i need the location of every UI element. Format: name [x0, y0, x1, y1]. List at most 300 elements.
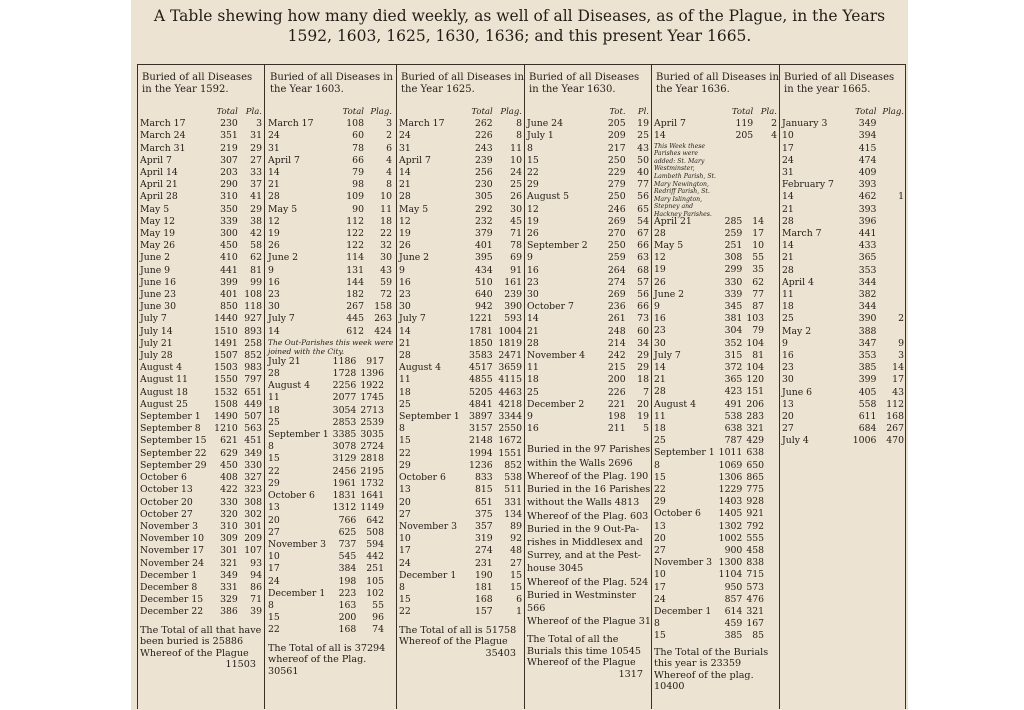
- row-plague: 206: [746, 398, 765, 410]
- row-date: 18: [782, 301, 794, 313]
- table-row: [780, 423, 906, 435]
- row-total: 2853: [332, 416, 357, 428]
- row-date: 22: [399, 606, 411, 618]
- row-plague: 209: [244, 533, 262, 545]
- table-row: [780, 277, 906, 289]
- row-plague: 66: [637, 240, 649, 252]
- row-plague: 104: [746, 337, 765, 349]
- table-row: [525, 118, 651, 130]
- table-row: [780, 240, 906, 252]
- total-all-1636: The Total of the Burials this year is 23359: [654, 646, 769, 670]
- row-plague: 15: [510, 569, 522, 581]
- table-row: [652, 618, 766, 630]
- row-total: 236: [607, 301, 626, 313]
- row-date: 25: [527, 386, 539, 398]
- row-plague: 107: [244, 545, 262, 557]
- row-total: 344: [858, 276, 877, 288]
- row-total: 381: [724, 313, 743, 325]
- data-table-1603-b: [266, 356, 386, 637]
- row-date: 10: [782, 130, 794, 142]
- summary-line: without the Walls 4813: [527, 497, 640, 509]
- row-plague: 32: [380, 240, 392, 252]
- row-plague: 893: [244, 325, 262, 337]
- row-plague: 26: [510, 191, 522, 203]
- table-row: [266, 417, 386, 429]
- row-total: 232: [474, 215, 493, 227]
- table-row: [266, 515, 386, 527]
- table-row: [397, 326, 524, 338]
- row-date: March 17: [399, 118, 445, 130]
- header-total: Total: [216, 107, 238, 117]
- column-1665: [780, 72, 906, 708]
- row-total: 450: [220, 459, 238, 471]
- row-total: 214: [607, 337, 626, 349]
- row-date: 21: [782, 252, 794, 264]
- row-plague: 59: [380, 276, 392, 288]
- table-row: [652, 582, 766, 594]
- row-total: 445: [346, 313, 364, 325]
- row-plague: 40: [637, 167, 649, 179]
- row-date: 8: [268, 441, 274, 453]
- row-total: 558: [858, 398, 877, 410]
- table-row: [397, 497, 524, 509]
- row-plague: 15: [510, 581, 522, 593]
- table-row: [138, 472, 264, 484]
- row-total: 1507: [214, 350, 238, 362]
- row-plague: 81: [250, 264, 262, 276]
- column-heading: Buried of all Diseases in the Year 1592.: [142, 72, 253, 95]
- row-date: July 7: [654, 349, 681, 361]
- table-row: [652, 130, 779, 142]
- row-total: 405: [858, 386, 877, 398]
- table-row: [525, 350, 651, 362]
- row-plague: 34: [637, 337, 649, 349]
- row-total: 274: [607, 276, 626, 288]
- row-total: 857: [724, 593, 743, 605]
- row-date: March 7: [782, 228, 822, 240]
- table-row: [266, 240, 394, 252]
- row-total: 285: [724, 215, 743, 227]
- row-total: 1831: [332, 490, 357, 502]
- row-total: 1728: [332, 368, 357, 380]
- row-total: 3583: [469, 350, 493, 362]
- plague-label-1630: Whereof of the Plague: [527, 657, 636, 669]
- table-row: [525, 179, 651, 191]
- row-date: June 2: [654, 288, 685, 300]
- row-date: 30: [399, 301, 411, 313]
- row-plague: [878, 228, 906, 240]
- table-row: [652, 362, 766, 374]
- row-total: 226: [607, 386, 626, 398]
- table-row: [266, 624, 386, 636]
- row-date: April 21: [654, 215, 692, 227]
- row-date: 22: [399, 447, 411, 459]
- row-date: July 14: [140, 325, 173, 337]
- row-total: 1508: [214, 398, 238, 410]
- table-row: [652, 606, 766, 618]
- table-row: [266, 588, 386, 600]
- row-total: 365: [724, 374, 743, 386]
- row-date: 17: [399, 545, 411, 557]
- row-date: July 7: [399, 313, 426, 325]
- row-total: 510: [474, 276, 493, 288]
- plague-total-1603: whereof of the Plag. 30561: [268, 654, 367, 677]
- row-plague: 158: [374, 301, 392, 313]
- table-row: [780, 289, 906, 301]
- row-total: 410: [220, 252, 238, 264]
- table-row: [266, 191, 394, 203]
- row-date: April 7: [140, 154, 172, 166]
- row-plague: 17: [892, 374, 904, 386]
- row-total: 353: [858, 264, 877, 276]
- row-plague: 57: [637, 276, 649, 288]
- row-total: 384: [338, 563, 357, 575]
- row-date: June 24: [527, 118, 563, 130]
- row-plague: 1819: [498, 337, 522, 349]
- table-row: [266, 301, 394, 313]
- row-total: 3078: [332, 441, 357, 453]
- row-plague: 9: [898, 337, 904, 349]
- total-all-1625: The Total of all is 51758: [399, 624, 517, 636]
- plague-total-1592: 11503: [225, 659, 256, 671]
- row-total: 629: [220, 447, 238, 459]
- row-plague: 43: [637, 142, 649, 154]
- table-row: [780, 362, 906, 374]
- row-date: 22: [268, 465, 280, 477]
- table-row: [525, 143, 651, 155]
- table-row: [652, 252, 766, 264]
- row-date: 19: [654, 264, 666, 276]
- table-row: [397, 228, 524, 240]
- row-total: 203: [220, 167, 238, 179]
- row-total: 66: [352, 154, 364, 166]
- table-row: [780, 130, 906, 142]
- row-total: 4855: [469, 374, 493, 386]
- row-plague: 73: [637, 313, 649, 325]
- row-date: 13: [399, 484, 411, 496]
- table-row: [780, 313, 906, 325]
- row-total: 290: [220, 179, 238, 191]
- row-total: 351: [220, 130, 238, 142]
- row-date: December 2: [527, 398, 585, 410]
- table-row: [780, 216, 906, 228]
- row-date: July 7: [140, 313, 167, 325]
- row-total: 382: [858, 289, 877, 301]
- table-row: [266, 326, 394, 338]
- row-date: 30: [782, 374, 794, 386]
- table-row: [780, 252, 906, 264]
- row-date: 8: [268, 599, 274, 611]
- row-plague: 134: [504, 508, 522, 520]
- row-total: 261: [607, 313, 626, 325]
- row-date: 11: [654, 410, 666, 422]
- row-plague: 476: [746, 593, 765, 605]
- row-plague: [878, 167, 906, 179]
- row-total: 304: [724, 325, 743, 337]
- row-date: 15: [654, 630, 666, 642]
- plague-label-1592: Whereof of the Plague: [140, 647, 249, 659]
- table-row: [525, 338, 651, 350]
- row-plague: 563: [244, 423, 262, 435]
- row-total: 1510: [214, 325, 238, 337]
- row-plague: 96: [372, 612, 384, 624]
- row-date: 30: [268, 301, 280, 313]
- table-row: [397, 289, 524, 301]
- summary-line: Surrey, and at the Pest-: [527, 550, 642, 562]
- row-total: 474: [858, 154, 877, 166]
- row-date: September 2: [527, 240, 588, 252]
- row-plague: 18: [380, 215, 392, 227]
- row-date: 20: [782, 411, 794, 423]
- row-plague: 3: [386, 118, 392, 130]
- table-row: [652, 277, 766, 289]
- table-row: [266, 478, 386, 490]
- row-plague: 917: [366, 355, 384, 367]
- row-plague: 17: [752, 227, 765, 239]
- table-row: [525, 411, 651, 423]
- row-plague: 50: [637, 154, 649, 166]
- row-total: 310: [220, 520, 238, 532]
- column-1625: [397, 72, 524, 708]
- row-total: 3129: [332, 453, 357, 465]
- row-date: 31: [399, 142, 411, 154]
- table-row: [652, 557, 766, 569]
- row-plague: 55: [372, 599, 384, 611]
- row-plague: 30: [380, 252, 392, 264]
- row-date: September 1: [654, 447, 715, 459]
- summary-line: Buried in Westminster 566: [527, 589, 636, 614]
- table-row: [138, 326, 264, 338]
- row-date: 14: [399, 325, 411, 337]
- row-date: 23: [782, 362, 794, 374]
- summary-line: within the Walls 2696: [527, 457, 633, 469]
- total-all-1603: The Total of all is 37294: [268, 642, 386, 654]
- row-date: 12: [399, 215, 411, 227]
- row-total: 223: [338, 587, 357, 599]
- row-total: 144: [346, 276, 364, 288]
- row-date: 12: [654, 252, 666, 264]
- row-total: 226: [474, 130, 493, 142]
- table-row: [525, 130, 651, 142]
- row-date: November 24: [140, 557, 204, 569]
- row-plague: 29: [250, 203, 262, 215]
- table-row: [138, 252, 264, 264]
- row-plague: 594: [366, 538, 384, 550]
- row-date: 14: [268, 167, 280, 179]
- table-row: [525, 399, 651, 411]
- row-plague: 11: [380, 203, 392, 215]
- row-date: September 8: [140, 423, 201, 435]
- row-plague: [878, 277, 906, 289]
- data-table-1665: [780, 106, 906, 448]
- row-plague: 321: [746, 423, 765, 434]
- row-total: 422: [220, 484, 238, 496]
- row-plague: 94: [250, 569, 262, 581]
- row-total: 344: [858, 301, 877, 313]
- row-total: 408: [220, 472, 238, 484]
- table-row: [397, 387, 524, 399]
- table-row: [397, 460, 524, 472]
- row-total: 1440: [214, 313, 238, 325]
- table-row: [652, 496, 766, 508]
- row-plague: 308: [244, 496, 262, 508]
- row-total: 433: [858, 240, 877, 252]
- table-row: [138, 484, 264, 496]
- row-date: 25: [782, 313, 794, 325]
- row-date: 8: [399, 423, 405, 435]
- row-plague: 1: [516, 606, 522, 618]
- row-date: October 6: [399, 472, 446, 484]
- table-row: [266, 167, 394, 179]
- row-plague: 4218: [498, 398, 522, 410]
- row-plague: 927: [244, 313, 262, 325]
- row-date: 16: [782, 350, 794, 362]
- row-date: 24: [399, 130, 411, 142]
- row-plague: 11: [510, 142, 522, 154]
- row-total: 2148: [469, 435, 493, 447]
- row-total: 375: [474, 508, 493, 520]
- table-row: [780, 191, 906, 203]
- row-plague: 1641: [360, 490, 384, 502]
- table-row: [138, 594, 264, 606]
- row-plague: 775: [746, 484, 765, 496]
- row-plague: 2: [898, 313, 904, 325]
- table-row: [266, 405, 386, 417]
- row-total: 264: [607, 264, 626, 276]
- row-date: 8: [654, 459, 660, 471]
- table-row: [138, 265, 264, 277]
- row-total: 441: [858, 228, 877, 240]
- data-table-1630: [525, 106, 651, 435]
- table-row: [397, 301, 524, 313]
- row-total: 347: [858, 337, 877, 349]
- row-plague: 14: [752, 215, 765, 227]
- table-row: [138, 448, 264, 460]
- row-date: June 2: [399, 252, 430, 264]
- table-row: [138, 509, 264, 521]
- table-row: [525, 326, 651, 338]
- table-row: [525, 252, 651, 264]
- row-total: 1550: [214, 374, 238, 386]
- row-date: June 30: [140, 301, 176, 313]
- table-row: [397, 265, 524, 277]
- row-total: 1312: [332, 502, 357, 514]
- row-plague: 424: [374, 325, 392, 337]
- table-row: [138, 143, 264, 155]
- row-date: August 5: [527, 191, 570, 203]
- table-row: [397, 277, 524, 289]
- row-total: 190: [474, 569, 493, 581]
- row-date: October 6: [654, 508, 701, 520]
- row-date: 14: [654, 361, 666, 373]
- table-row: [780, 399, 906, 411]
- row-plague: [878, 155, 906, 167]
- row-date: 9: [399, 264, 405, 276]
- out-parishes-note: The Out-Parishes this week were joined with the City.: [268, 337, 394, 356]
- row-total: 269: [607, 215, 626, 227]
- row-date: 21: [782, 203, 794, 215]
- row-plague: 331: [504, 496, 522, 508]
- row-plague: [878, 130, 906, 142]
- data-table-1592: [138, 106, 264, 619]
- table-row: [397, 350, 524, 362]
- row-date: December 15: [140, 594, 204, 606]
- column-heading: Buried of all Diseases in the Year 1625.: [401, 72, 524, 95]
- row-total: 1403: [718, 496, 743, 508]
- row-total: 1221: [469, 313, 493, 325]
- table-row: [138, 204, 264, 216]
- table-row: [780, 228, 906, 240]
- row-total: 399: [220, 276, 238, 288]
- table-row: [138, 277, 264, 289]
- table-row: [652, 289, 766, 301]
- row-plague: [878, 143, 906, 155]
- table-row: [525, 228, 651, 240]
- row-date: July 1: [527, 130, 554, 142]
- row-total: 219: [220, 142, 238, 154]
- row-total: 209: [607, 130, 626, 142]
- row-date: 15: [399, 435, 411, 447]
- table-row: [525, 191, 651, 203]
- row-date: 23: [654, 325, 666, 337]
- row-total: 242: [607, 350, 626, 362]
- row-total: 1850: [469, 337, 493, 349]
- table-row: [138, 191, 264, 203]
- row-plague: 105: [366, 575, 384, 587]
- row-plague: 168: [886, 411, 904, 423]
- row-plague: 838: [746, 557, 765, 569]
- column-1603: [266, 72, 396, 708]
- row-total: 248: [607, 325, 626, 337]
- row-date: 10: [399, 533, 411, 545]
- row-plague: 29: [250, 142, 262, 154]
- row-plague: 2550: [498, 423, 522, 435]
- row-plague: 8: [516, 130, 522, 142]
- row-plague: 56: [637, 191, 649, 203]
- row-date: April 7: [268, 154, 300, 166]
- table-row: [780, 435, 906, 447]
- row-date: May 19: [140, 228, 176, 240]
- table-row: [525, 167, 651, 179]
- row-date: 18: [654, 423, 666, 434]
- row-date: 13: [268, 502, 280, 514]
- row-total: 612: [346, 325, 364, 337]
- summary-line: Whereof of the Plag. 190: [527, 470, 649, 482]
- summary-line: rishes in Middlesex and: [527, 536, 643, 548]
- row-total: 270: [607, 228, 626, 240]
- row-plague: 323: [244, 484, 262, 496]
- row-total: 349: [858, 118, 877, 130]
- row-plague: 251: [366, 563, 384, 575]
- row-plague: [878, 326, 906, 338]
- row-date: 11: [782, 289, 794, 301]
- row-date: April 14: [140, 167, 178, 179]
- row-total: 390: [858, 313, 877, 325]
- row-plague: 429: [746, 435, 765, 447]
- row-plague: 41: [250, 191, 262, 203]
- row-total: 3897: [469, 411, 493, 423]
- table-row: [652, 447, 766, 459]
- row-plague: 7: [643, 386, 649, 398]
- row-total: 122: [346, 228, 364, 240]
- row-plague: 852: [504, 459, 522, 471]
- row-plague: 30: [510, 203, 522, 215]
- table-row: [397, 399, 524, 411]
- row-total: 229: [607, 167, 626, 179]
- table-row: [266, 600, 386, 612]
- table-row: [266, 563, 386, 575]
- row-plague: 1745: [360, 392, 384, 404]
